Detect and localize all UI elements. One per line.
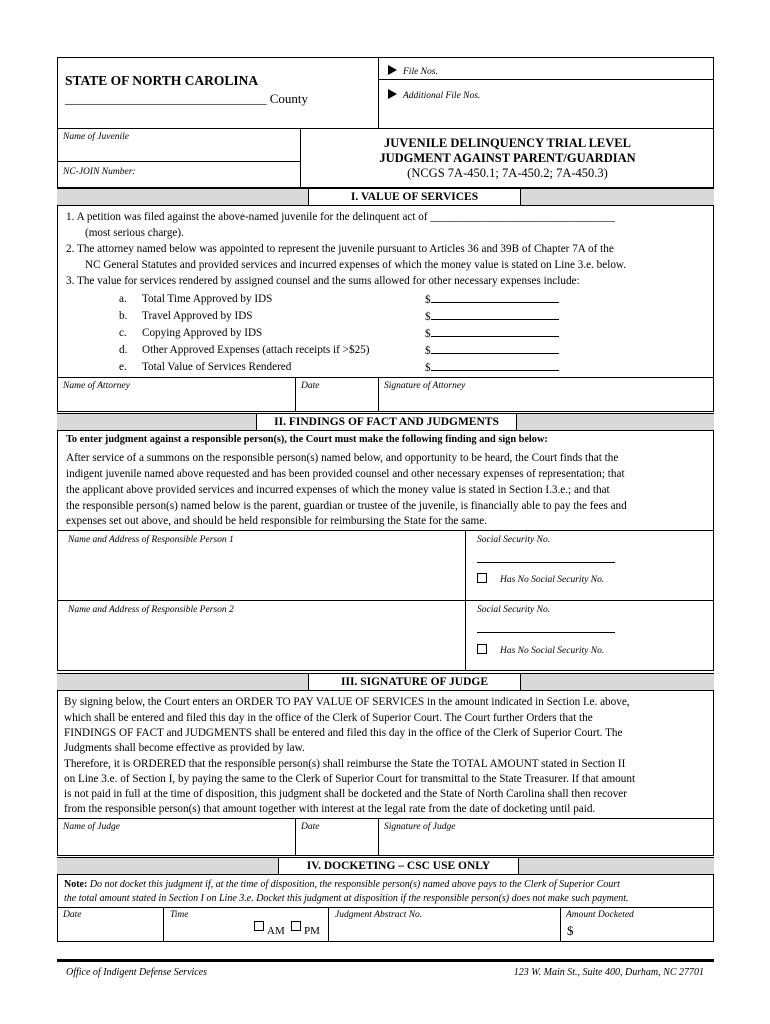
amount-blank xyxy=(431,307,559,320)
am-checkbox[interactable] xyxy=(254,921,264,931)
dollar-sign: $ xyxy=(425,311,431,323)
instruction-text: To enter judgment against a responsible person(s), the Court must make the following finding and sign below: xyxy=(66,434,548,445)
footer-rule xyxy=(57,959,714,962)
file-nos-row[interactable] xyxy=(388,61,438,79)
am-label: AM xyxy=(267,925,285,937)
arrow-right-icon xyxy=(388,65,397,75)
judge-div-2 xyxy=(378,818,379,856)
person-1-divider xyxy=(465,530,466,601)
docket-div-3 xyxy=(560,907,561,942)
additional-file-nos-row[interactable] xyxy=(388,85,480,103)
item1-line-b: (most serious charge). xyxy=(85,227,184,239)
no-ssn-1-checkbox[interactable] xyxy=(477,573,487,583)
findings-line-4: the responsible person(s) named below is the parent, guardian or trustee of the juvenile, is financially able to pay the fees and xyxy=(66,500,627,512)
docket-time-field[interactable]: Time xyxy=(170,910,189,920)
pm-label: PM xyxy=(304,925,320,937)
responsible-person-1-field[interactable]: Name and Address of Responsible Person 1 xyxy=(68,535,234,545)
dollar-sign: $ xyxy=(425,328,431,340)
expense-label: Other Approved Expenses (attach receipts if >$25) xyxy=(142,344,370,356)
order-line-8: from the responsible person(s) that amount together with interest at the legal rate from the date of docketing until paid. xyxy=(64,803,596,815)
nc-join-field[interactable]: NC-JOIN Number: xyxy=(63,167,136,177)
amount-blank xyxy=(431,341,559,354)
additional-file-nos-label: Additional File Nos. xyxy=(403,91,481,101)
judge-div-1 xyxy=(295,818,296,856)
section-4-heading: IV. DOCKETING – CSC USE ONLY xyxy=(278,857,519,875)
county-line xyxy=(65,91,308,107)
findings-line-2: indigent juvenile named above requested and has been provided counsel and other necessary expenses of representation; that xyxy=(66,468,625,480)
county-blank[interactable]: _______________________________ xyxy=(65,91,267,106)
no-ssn-2-checkbox[interactable] xyxy=(477,644,487,654)
item3-line: 3. The value for services rendered by assigned counsel and the sums allowed for other necessary expenses include: xyxy=(66,275,580,287)
ssn-1-label: Social Security No. xyxy=(477,535,551,545)
amount-field-d[interactable] xyxy=(425,341,559,359)
signature-of-judge-field[interactable]: Signature of Judge xyxy=(384,822,456,832)
footer-right: 123 W. Main St., Suite 400, Durham, NC 27701 xyxy=(513,967,704,978)
expense-line-b xyxy=(119,308,253,324)
order-line-6: on Line 3.e. of Section I, by paying the same to the Clerk of Superior Court for transmittal to the State Treasurer. If that amount xyxy=(64,773,636,785)
order-line-3: FINDINGS OF FACT and JUDGMENTS shall be entered and filed this day in the office of the Clerk of Superior Court. The xyxy=(64,727,623,739)
amount-blank xyxy=(431,358,559,371)
form-title-1: JUVENILE DELINQUENCY TRIAL LEVEL xyxy=(384,136,631,150)
person-2-divider xyxy=(465,600,466,671)
note-label: Note: xyxy=(64,879,88,890)
name-of-judge-field[interactable]: Name of Judge xyxy=(63,822,120,832)
file-nos-underline xyxy=(378,79,714,80)
amount-field-b[interactable] xyxy=(425,307,559,325)
juvenile-hline xyxy=(57,161,300,162)
docket-div-2 xyxy=(328,907,329,942)
order-line-2: which shall be entered and filed this day in the office of the Clerk of Superior Court. The Court further Orders that the xyxy=(64,712,593,724)
order-line-1: By signing below, the Court enters an ORDER TO PAY VALUE OF SERVICES in the amount indicated in Section I.e. above, xyxy=(64,696,630,708)
section-1-heading: I. VALUE OF SERVICES xyxy=(308,188,521,206)
order-line-7: is not paid in full at the time of disposition, this judgment shall be docketed and the State of North Carolina shall then recover xyxy=(64,788,627,800)
ssn-2-label: Social Security No. xyxy=(477,605,551,615)
findings-line-5: expenses set out above, and should be held responsible for reimbursing the State for the same. xyxy=(66,515,487,527)
judge-date-field[interactable]: Date xyxy=(301,822,320,832)
section-3-heading: III. SIGNATURE OF JUDGE xyxy=(308,673,521,691)
expense-label: Total Time Approved by IDS xyxy=(142,293,273,305)
expense-letter: a. xyxy=(119,293,127,305)
state-name: STATE OF NORTH CAROLINA xyxy=(65,73,259,88)
section-3-bar xyxy=(57,673,714,691)
expense-letter: d. xyxy=(119,344,128,356)
section-4-bar xyxy=(57,857,714,875)
amount-docketed-field[interactable]: $ xyxy=(567,923,574,938)
expense-line-d xyxy=(119,342,370,358)
county-label: County xyxy=(269,91,309,106)
expense-letter: b. xyxy=(119,310,128,322)
note-text-1: Do not docket this judgment if, at the time of disposition, the responsible person(s) named above pays to the Clerk of Superior Court xyxy=(89,879,620,890)
name-of-juvenile-field[interactable]: Name of Juvenile xyxy=(63,132,129,142)
order-line-4: Judgments shall become effective as provided by law. xyxy=(64,742,305,754)
expense-line-e xyxy=(119,359,292,375)
pm-checkbox[interactable] xyxy=(291,921,301,931)
docket-date-field[interactable]: Date xyxy=(63,910,82,920)
amount-field-e[interactable] xyxy=(425,358,559,376)
responsible-person-2-field[interactable]: Name and Address of Responsible Person 2 xyxy=(68,605,234,615)
amount-docketed-label: Amount Docketed xyxy=(566,910,634,920)
expense-line-a xyxy=(119,291,273,307)
expense-line-c xyxy=(119,325,263,341)
expense-label: Copying Approved by IDS xyxy=(142,327,263,339)
findings-line-1: After service of a summons on the responsible person(s) named below, and opportunity to be heard, the Court finds that the xyxy=(66,452,619,464)
header-divider xyxy=(378,57,379,129)
docketing-note-2: the total amount stated in Section I on Line 3.e. Docket this judgment at disposition if the responsible person(s) does not make such payment. xyxy=(64,893,629,904)
expense-label: Total Value of Services Rendered xyxy=(142,361,292,373)
attorney-date-field[interactable]: Date xyxy=(301,381,320,391)
footer-left: Office of Indigent Defense Services xyxy=(66,967,208,978)
findings-line-3: the applicant above provided services and incurred expenses of which the money value is stated in Section I.3.e.; and that xyxy=(66,484,610,496)
name-of-attorney-field[interactable]: Name of Attorney xyxy=(63,381,130,391)
expense-label: Travel Approved by IDS xyxy=(142,310,253,322)
docketing-note-1 xyxy=(64,879,620,890)
statute-ref: (NCGS 7A-450.1; 7A-450.2; 7A-450.3) xyxy=(407,166,608,180)
expense-letter: e. xyxy=(119,361,127,373)
ssn-2-field[interactable] xyxy=(477,632,615,633)
amount-field-a[interactable] xyxy=(425,290,559,308)
dollar-sign: $ xyxy=(425,294,431,306)
item1-line-a: 1. A petition was filed against the above-named juvenile for the delinquent act of _________________________________ xyxy=(66,211,616,223)
item2-line-a: 2. The attorney named below was appointed to represent the juvenile pursuant to Articles 36 and 39B of Chapter 7A of the xyxy=(66,243,614,255)
order-line-5: Therefore, it is ORDERED that the responsible person(s) shall reimburse the State the TOTAL AMOUNT stated in Section II xyxy=(64,758,626,770)
no-ssn-2-label: Has No Social Security No. xyxy=(500,646,605,656)
ssn-1-field[interactable] xyxy=(477,562,615,563)
docket-div-1 xyxy=(163,907,164,942)
expense-letter: c. xyxy=(119,327,127,339)
item2-line-b: NC General Statutes and provided services and incurred expenses of which the money value is stated on Line 3.e. below. xyxy=(85,259,627,271)
dollar-sign: $ xyxy=(425,345,431,357)
dollar-sign: $ xyxy=(425,362,431,374)
section-2-bar xyxy=(57,413,714,431)
amount-blank xyxy=(431,324,559,337)
attorney-div-1 xyxy=(295,377,296,412)
section-1-bar xyxy=(57,188,714,206)
signature-of-attorney-field[interactable]: Signature of Attorney xyxy=(384,381,466,391)
no-ssn-1-label: Has No Social Security No. xyxy=(500,575,605,585)
judgment-abstract-field[interactable]: Judgment Abstract No. xyxy=(335,910,423,920)
form-title-2: JUDGMENT AGAINST PARENT/GUARDIAN xyxy=(379,151,636,165)
amount-field-c[interactable] xyxy=(425,324,559,342)
amount-blank xyxy=(431,290,559,303)
section-2-heading: II. FINDINGS OF FACT AND JUDGMENTS xyxy=(256,413,517,431)
attorney-div-2 xyxy=(378,377,379,412)
file-nos-label: File Nos. xyxy=(403,67,438,77)
arrow-right-icon xyxy=(388,89,397,99)
